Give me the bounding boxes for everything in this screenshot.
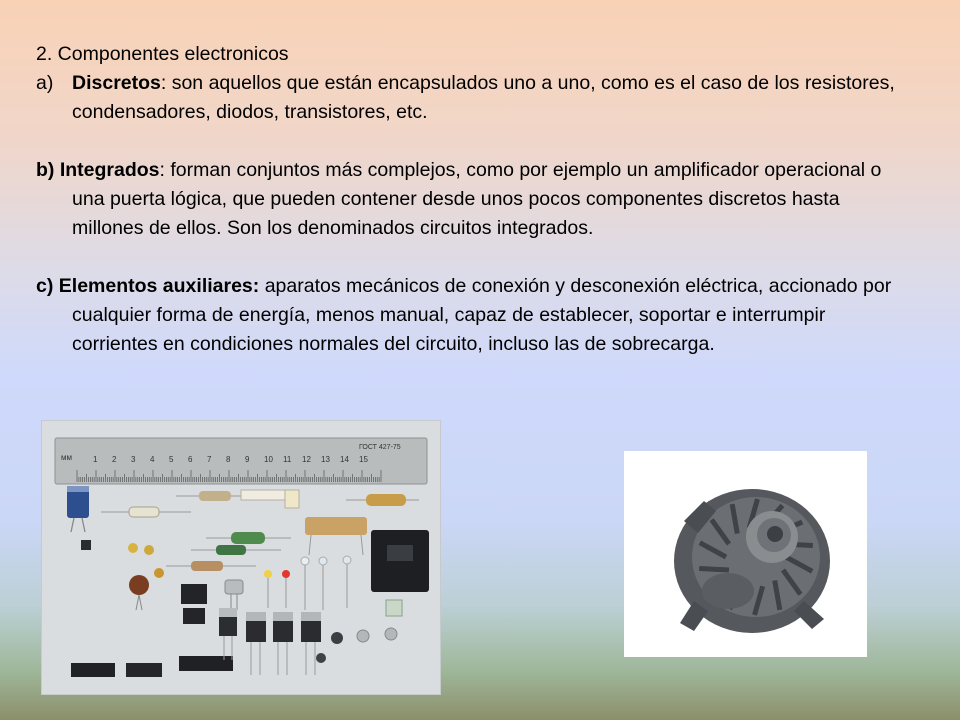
ruler-number: 5 [169, 455, 174, 464]
item-marker-b: b) [36, 159, 55, 181]
slide-heading: 2. Componentes electronicos [36, 43, 289, 65]
spacer [36, 127, 916, 156]
crystal-icon [225, 580, 243, 610]
ruler-number: 13 [321, 455, 330, 464]
leds [264, 556, 351, 610]
item-discretos [36, 69, 916, 127]
components-photo [41, 420, 441, 695]
fan-fin [699, 568, 729, 570]
ruler-unit-label: мм [61, 453, 72, 462]
ruler-number: 7 [207, 455, 212, 464]
power-transistors [219, 608, 321, 675]
electrolytic-capacitor-icon [67, 486, 89, 532]
ruler-number: 4 [150, 455, 155, 464]
ruler-number: 11 [283, 455, 292, 464]
item-term-discretos: Discretos [72, 72, 161, 94]
ic-chips [71, 540, 233, 677]
small-transistors [316, 600, 402, 663]
item-term-auxiliares: Elementos auxiliares: [58, 275, 260, 297]
ruler-number: 14 [340, 455, 349, 464]
ruler-number: 9 [245, 455, 250, 464]
item-auxiliares [36, 272, 916, 359]
ruler-number: 6 [188, 455, 193, 464]
components-illustration [41, 420, 441, 695]
item-integrados [36, 156, 916, 243]
item-text-integrados: : forman conjuntos más complejos, como por ejemplo un amplificador operacional o una puerta lógica, que pueden contener desde unos pocos componentes discretos hasta millones de ellos. Son los denominados circuitos integrados. [72, 159, 882, 239]
ruler-number: 12 [302, 455, 311, 464]
alternator-photo [624, 451, 867, 657]
ruler-number: 10 [264, 455, 273, 464]
slide-text [36, 40, 916, 359]
bridge-rectifier-icon [181, 584, 207, 604]
ruler-number: 2 [112, 455, 117, 464]
relay-icon [371, 530, 429, 592]
item-text-auxiliares: aparatos mecánicos de conexión y desconexión eléctrica, accionado por cualquier forma de energía, menos manual, capaz de establecer, soportar e interrumpir corrientes en condiciones normales del circuito, incluso las de sobrecarga. [72, 275, 892, 355]
alternator-icon [674, 489, 830, 633]
item-text-discretos: : son aquellos que están encapsulados uno a uno, como es el caso de los resistores, condensadores, diodos, transistores, etc. [72, 72, 895, 123]
ceramic-capacitors [128, 543, 164, 610]
ruler-number: 1 [93, 455, 98, 464]
spacer [36, 243, 916, 272]
ruler-number: 3 [131, 455, 136, 464]
item-term-integrados: Integrados [59, 159, 160, 181]
resistor-array-icon [241, 490, 299, 508]
ruler [55, 438, 427, 484]
item-marker-a: a) [36, 72, 54, 94]
item-marker-c: c) [36, 275, 54, 297]
ruler-stamp: ГОСТ 427-75 [359, 444, 401, 451]
ruler-number: 8 [226, 455, 231, 464]
ruler-number: 15 [359, 455, 368, 464]
alternator-illustration [624, 451, 867, 657]
